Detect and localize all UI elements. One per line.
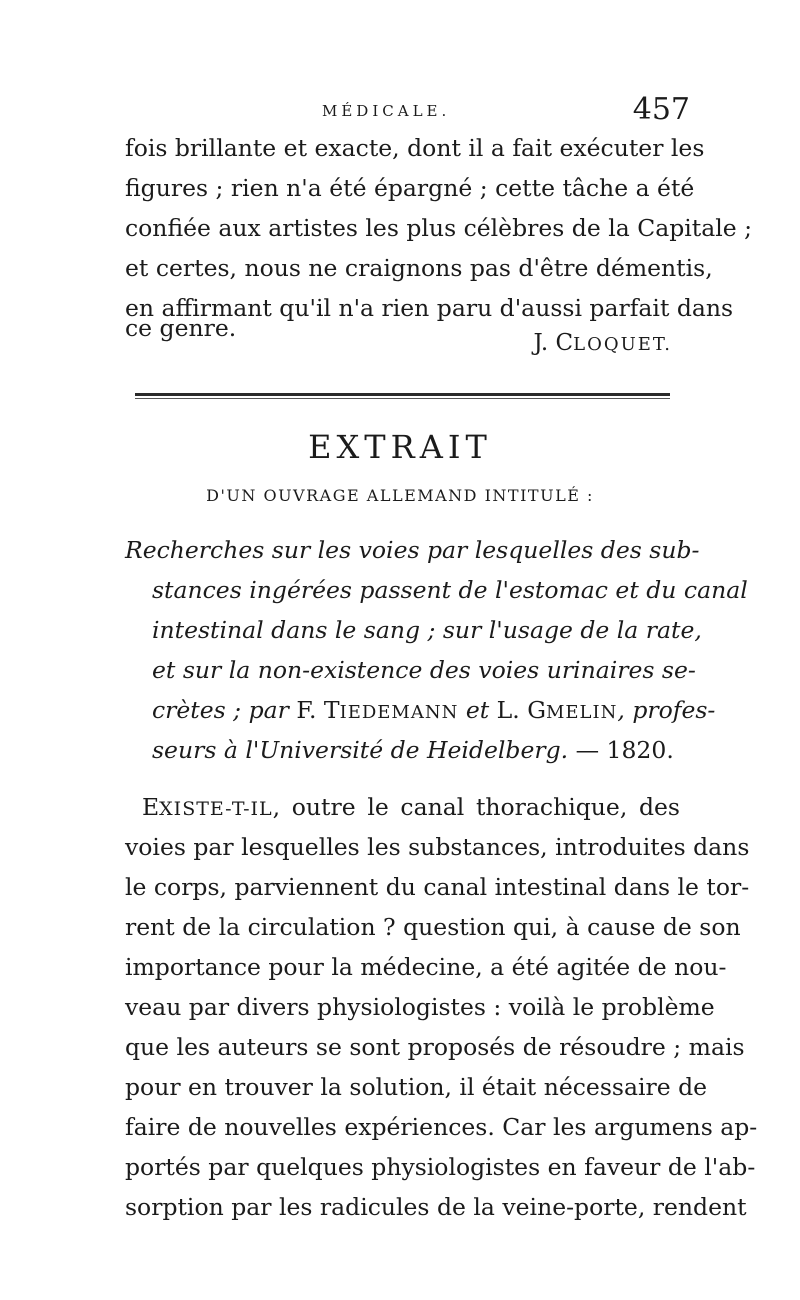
article-title: EXTRAIT [308,428,492,466]
body-line: portés par quelques physiologistes en faveur de l'ab- [125,1153,756,1181]
authors-suffix: , profes- [617,696,716,724]
work-title-line: intestinal dans le sang ; sur l'usage de la rate, [152,616,702,644]
author-2-initial: L. G [496,696,546,724]
page-number: 457 [632,92,690,127]
university-text: seurs à l'Université de Heidelberg. [152,736,569,764]
work-university-line [152,730,680,770]
running-title: MÉDICALE. [322,102,451,120]
body-line: voies par lesquelles les substances, introduites dans [125,833,750,861]
author-1-initial: F. T [296,696,340,724]
author-1-surname: IEDEMANN [339,702,459,723]
text-line: figures ; rien n'a été épargné ; cette tâche a été [125,174,695,202]
text-line-last-content: ce genre. [125,314,237,342]
authors-prefix: crètes ; par [152,696,297,724]
work-title-line: et sur la non-existence des voies urinaires se- [152,656,696,684]
body-line: importance pour la médecine, a été agitée de nou- [125,953,727,981]
body-line: que les auteurs se sont proposés de résoudre ; mais [125,1033,745,1061]
body-first-line-rest: , outre le canal thorachique, des [272,793,680,821]
body-opening-smallcaps: XISTE-T-IL [159,798,273,820]
body-line: pour en trouver la solution, il était nécessaire de [125,1073,708,1101]
body-line: rent de la circulation ? question qui, à cause de son [125,913,741,941]
author-2-surname: MELIN [545,702,618,723]
body-first-line [142,787,680,829]
body-line: sorption par les radicules de la veine-porte, rendent [125,1193,747,1221]
text-line: en affirmant qu'il n'a rien paru d'aussi parfait dans [125,294,734,322]
text-line: confiée aux artistes les plus célèbres de la Capitale ; [125,214,753,242]
article-subtitle: D'UN OUVRAGE ALLEMAND INTITULÉ : [206,486,594,505]
publication-year: — 1820. [568,736,674,764]
authors-conjunction: et [458,696,497,724]
author-signature [533,323,672,365]
body-line: le corps, parviennent du canal intestinal dans le tor- [125,873,750,901]
signature-initial: J. C [533,330,574,356]
work-title-line: Recherches sur les voies par lesquelles des sub- [125,536,700,564]
text-line: fois brillante et exacte, dont il a fait exécuter les [125,134,705,162]
work-authors-line [152,690,716,733]
signature-smallcaps: LOQUET. [573,334,672,355]
text-line: et certes, nous ne craignons pas d'être démentis, [125,254,713,282]
section-divider [135,393,670,399]
body-initial-capital: E [142,793,160,821]
work-title-line: stances ingérées passent de l'estomac et du canal [152,576,748,604]
body-line: faire de nouvelles expériences. Car les argumens ap- [125,1113,758,1141]
body-line: veau par divers physiologistes : voilà le problème [125,993,715,1021]
